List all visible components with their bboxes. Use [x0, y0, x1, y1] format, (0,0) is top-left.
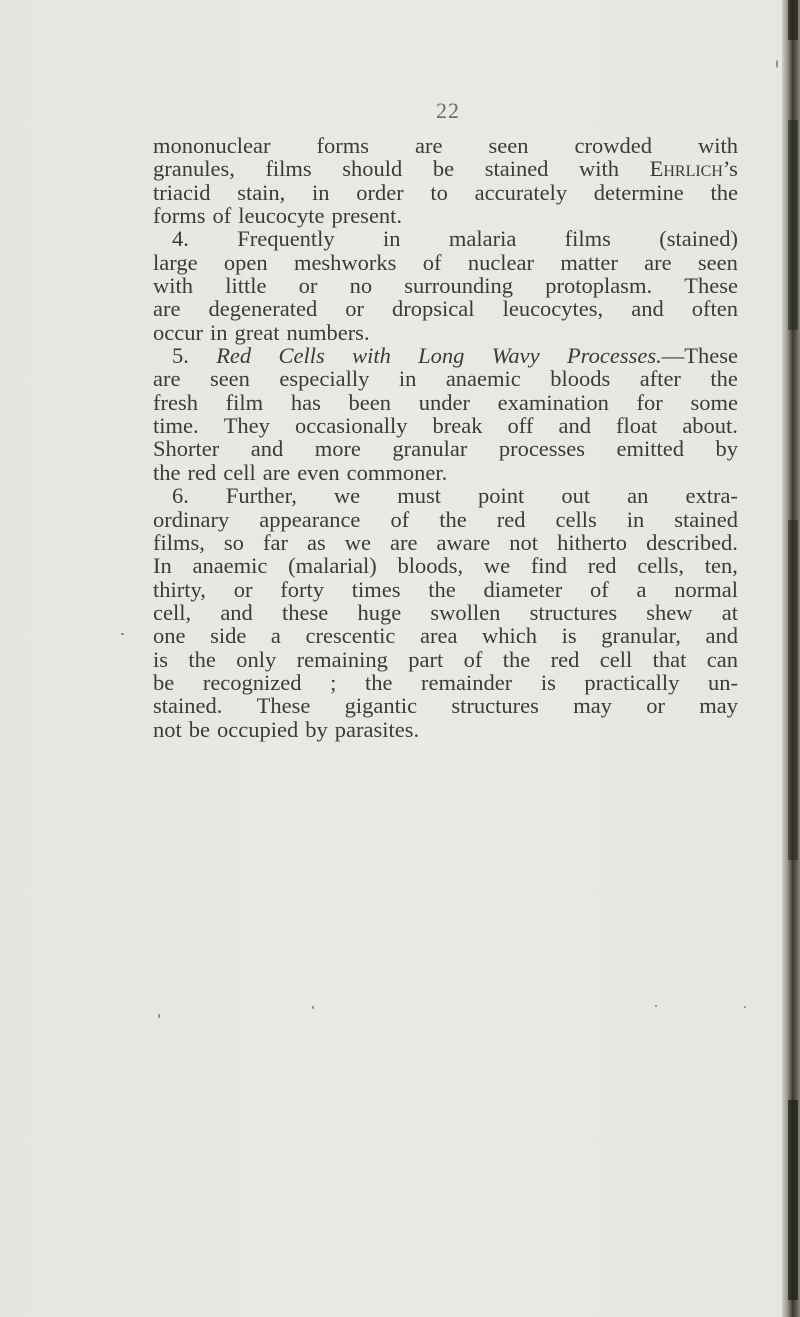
spine-shadow — [788, 0, 798, 40]
word: we — [344, 529, 372, 555]
word: the — [428, 576, 456, 602]
word: leucocyte — [238, 203, 325, 229]
word: present. — [331, 203, 403, 229]
word: meshworks — [293, 249, 397, 275]
word: are — [415, 133, 443, 158]
word: can — [706, 646, 738, 672]
word: we — [333, 483, 361, 509]
word: swollen — [430, 599, 501, 625]
word: 5. — [172, 343, 189, 369]
word: a — [270, 623, 281, 649]
word: In — [153, 553, 172, 579]
word: red — [550, 646, 580, 672]
word: Frequently — [237, 226, 335, 252]
word: the — [502, 646, 531, 672]
word: examination — [497, 389, 609, 415]
word: which — [482, 623, 538, 649]
word: structures — [529, 599, 618, 625]
text-line — [153, 321, 738, 344]
text-line — [153, 297, 738, 320]
word: little — [225, 273, 267, 299]
text-line — [153, 624, 738, 647]
word: open — [223, 249, 268, 275]
word: thirty, — [153, 576, 206, 602]
word: of — [589, 576, 609, 602]
word: surrounding — [404, 273, 514, 299]
word: cells, — [637, 553, 685, 579]
word: that — [652, 646, 687, 672]
word: occur — [153, 319, 203, 345]
text-line — [153, 251, 738, 274]
word: float — [616, 413, 658, 439]
word: are — [153, 366, 181, 392]
word: stained. — [153, 693, 223, 719]
word: not — [153, 716, 182, 742]
word: cell, — [153, 599, 192, 625]
word: Red — [216, 343, 252, 369]
word: anaemic — [445, 366, 521, 392]
word: 6. — [172, 483, 189, 509]
word: cells — [555, 506, 597, 532]
word: be — [188, 716, 211, 742]
text-line — [153, 181, 738, 204]
page-spine-edge — [782, 0, 800, 1317]
word: or — [233, 576, 253, 602]
word: red — [587, 553, 617, 579]
word: shew — [646, 599, 693, 625]
word: especially — [279, 366, 370, 392]
word: stain, — [237, 179, 286, 205]
word: structures — [451, 693, 539, 719]
word: and — [220, 599, 253, 625]
word: extra- — [685, 483, 738, 509]
spine-shadow — [788, 1100, 798, 1300]
word: order — [356, 179, 404, 205]
word: part — [408, 646, 444, 672]
word: a — [636, 576, 647, 602]
word: only — [236, 646, 277, 672]
spine-shadow — [788, 520, 798, 860]
word: ten, — [704, 553, 738, 579]
text-line — [153, 694, 738, 717]
word: commoner. — [346, 459, 448, 485]
word: not — [509, 529, 539, 555]
word: crescentic — [305, 623, 396, 649]
word: with — [579, 156, 620, 182]
word: the — [364, 669, 393, 695]
word: has — [290, 389, 321, 415]
word: no — [349, 273, 373, 299]
word: films, — [153, 529, 205, 555]
word: be — [432, 156, 455, 182]
word: or — [298, 273, 318, 299]
word: in — [383, 226, 401, 252]
word: been — [348, 389, 392, 415]
word: in — [398, 366, 417, 392]
word: malaria — [448, 226, 517, 252]
word: so — [223, 529, 244, 555]
text-line — [153, 414, 738, 437]
word: or — [345, 296, 364, 322]
word: appearance — [259, 506, 361, 532]
word: degenerated — [208, 296, 318, 322]
text-line — [153, 344, 738, 367]
word: dropsical — [392, 296, 475, 322]
word: side — [210, 623, 247, 649]
word: crowded — [574, 133, 652, 158]
text-line — [153, 671, 738, 694]
word: point — [478, 483, 525, 509]
word: film — [225, 389, 264, 415]
word: hitherto — [557, 529, 628, 555]
text-line — [153, 531, 738, 554]
word: after — [639, 366, 681, 392]
word: granules, — [153, 156, 235, 182]
word: the — [710, 179, 738, 205]
word: fresh — [153, 389, 198, 415]
word: Cells — [278, 343, 325, 369]
page-number: 22 — [436, 98, 460, 123]
text-line — [153, 227, 738, 250]
word: mononuclear — [153, 133, 271, 158]
text-line — [153, 508, 738, 531]
word: an — [627, 483, 649, 509]
word: forty — [280, 576, 324, 602]
word: recognized — [202, 669, 302, 695]
word: at — [721, 599, 738, 625]
text-line — [153, 461, 738, 484]
word: Ehrlich — [649, 156, 723, 182]
text-line — [153, 367, 738, 390]
word: is — [561, 623, 577, 649]
word: remaining — [296, 646, 388, 672]
word: normal — [674, 576, 738, 602]
paper-speck — [121, 633, 124, 635]
text-line — [153, 274, 738, 297]
word: (stained) — [659, 226, 738, 252]
word: with — [153, 273, 194, 299]
word: ; — [330, 669, 337, 695]
word: should — [342, 156, 403, 182]
word: huge — [357, 599, 402, 625]
word: leucocytes, — [502, 296, 604, 322]
word: —These — [661, 343, 738, 369]
word: granular, — [601, 623, 681, 649]
word: of — [390, 506, 410, 532]
word: triacid — [153, 179, 211, 205]
word: great — [234, 319, 280, 345]
paper-speck — [158, 1014, 160, 1018]
word: the — [153, 459, 181, 485]
word: granular — [392, 436, 468, 462]
word: un- — [707, 669, 738, 695]
word: forms — [316, 133, 369, 158]
word: are — [644, 249, 672, 275]
word: seen — [488, 133, 529, 158]
text-line — [153, 648, 738, 671]
word: are — [153, 296, 181, 322]
word: under — [418, 389, 470, 415]
word: by — [305, 716, 328, 742]
word: forms — [153, 203, 206, 229]
word: ordinary — [153, 506, 230, 532]
word: must — [397, 483, 441, 509]
word: red — [187, 459, 217, 485]
word: of — [212, 203, 232, 229]
word: ’s — [722, 156, 738, 182]
word: protoplasm. — [545, 273, 653, 299]
word: and — [631, 296, 664, 322]
word: These — [256, 693, 311, 719]
word: matter — [560, 249, 618, 275]
word: out — [561, 483, 591, 509]
word: bloods — [550, 366, 611, 392]
word: far — [262, 529, 288, 555]
word: cell — [599, 646, 633, 672]
word — [650, 157, 738, 180]
text-line — [153, 718, 738, 741]
word: times — [351, 576, 401, 602]
word: one — [153, 623, 186, 649]
word — [567, 344, 738, 367]
word: Further, — [225, 483, 297, 509]
word: off — [507, 413, 534, 439]
text-line — [153, 601, 738, 624]
word: these — [282, 599, 329, 625]
word: and — [558, 413, 591, 439]
word: red — [496, 506, 526, 532]
word: about. — [682, 413, 738, 439]
word: practically — [584, 669, 680, 695]
word: and — [705, 623, 738, 649]
word: anaemic — [192, 553, 268, 579]
word: Shorter — [153, 436, 220, 462]
paper-speck — [655, 1005, 657, 1007]
word: aware — [436, 529, 491, 555]
word: gigantic — [344, 693, 418, 719]
word: determine — [593, 179, 684, 205]
word: large — [153, 249, 198, 275]
word: nuclear — [467, 249, 535, 275]
word: emitted — [616, 436, 685, 462]
word: They — [223, 413, 270, 439]
word: remainder — [421, 669, 513, 695]
word: (malarial) — [288, 553, 377, 579]
paper-speck — [312, 1006, 314, 1009]
paper-speck — [776, 60, 778, 68]
text-line — [153, 134, 738, 157]
body-text — [153, 134, 738, 741]
word: Wavy — [491, 343, 540, 369]
text-line — [153, 578, 738, 601]
word: stained — [484, 156, 549, 182]
word: Long — [418, 343, 465, 369]
text-line — [153, 391, 738, 414]
word: are — [262, 459, 291, 485]
word: some — [690, 389, 738, 415]
word: seen — [209, 366, 250, 392]
word: seen — [697, 249, 738, 275]
word: find — [530, 553, 568, 579]
word: films — [564, 226, 611, 252]
word: the — [439, 506, 467, 532]
word: is — [540, 669, 556, 695]
word: occasionally — [294, 413, 408, 439]
word: parasites. — [334, 716, 420, 742]
word: Processes. — [566, 343, 662, 369]
word: the — [188, 646, 216, 672]
word: to — [430, 179, 448, 205]
word: the — [710, 366, 738, 392]
text-line — [153, 437, 738, 460]
word: or — [646, 693, 665, 719]
word: cell — [223, 459, 256, 485]
word: may — [573, 693, 612, 719]
word: and — [250, 436, 284, 462]
word: be — [153, 669, 175, 695]
word: even — [297, 459, 340, 485]
word: for — [636, 389, 663, 415]
word: we — [483, 553, 511, 579]
word: may — [699, 693, 738, 719]
word: as — [306, 529, 326, 555]
word: 4. — [172, 226, 189, 252]
text-line — [153, 484, 738, 507]
text-line — [153, 554, 738, 577]
spine-shadow — [788, 120, 798, 330]
word: bloods, — [397, 553, 464, 579]
word: with — [352, 343, 391, 369]
word: numbers. — [286, 319, 370, 345]
paper-speck — [744, 1006, 746, 1008]
word: are — [390, 529, 418, 555]
word: accurately — [474, 179, 568, 205]
word: films — [265, 156, 312, 182]
word: area — [420, 623, 458, 649]
word: with — [697, 133, 738, 158]
word: diameter — [483, 576, 563, 602]
word: by — [715, 436, 738, 462]
word: occupied — [217, 716, 299, 742]
word: often — [691, 296, 738, 322]
word: is — [153, 646, 169, 672]
word: in — [626, 506, 645, 532]
word: more — [314, 436, 361, 462]
word: break — [432, 413, 483, 439]
word: processes — [498, 436, 586, 462]
word: in — [209, 319, 228, 345]
word: of — [463, 646, 483, 672]
text-line — [153, 204, 738, 227]
word: time. — [153, 413, 199, 439]
text-line — [153, 157, 738, 180]
word: of — [422, 249, 442, 275]
word: described. — [646, 529, 738, 555]
word: in — [312, 179, 330, 205]
word: stained — [674, 506, 738, 532]
word: These — [684, 273, 738, 299]
